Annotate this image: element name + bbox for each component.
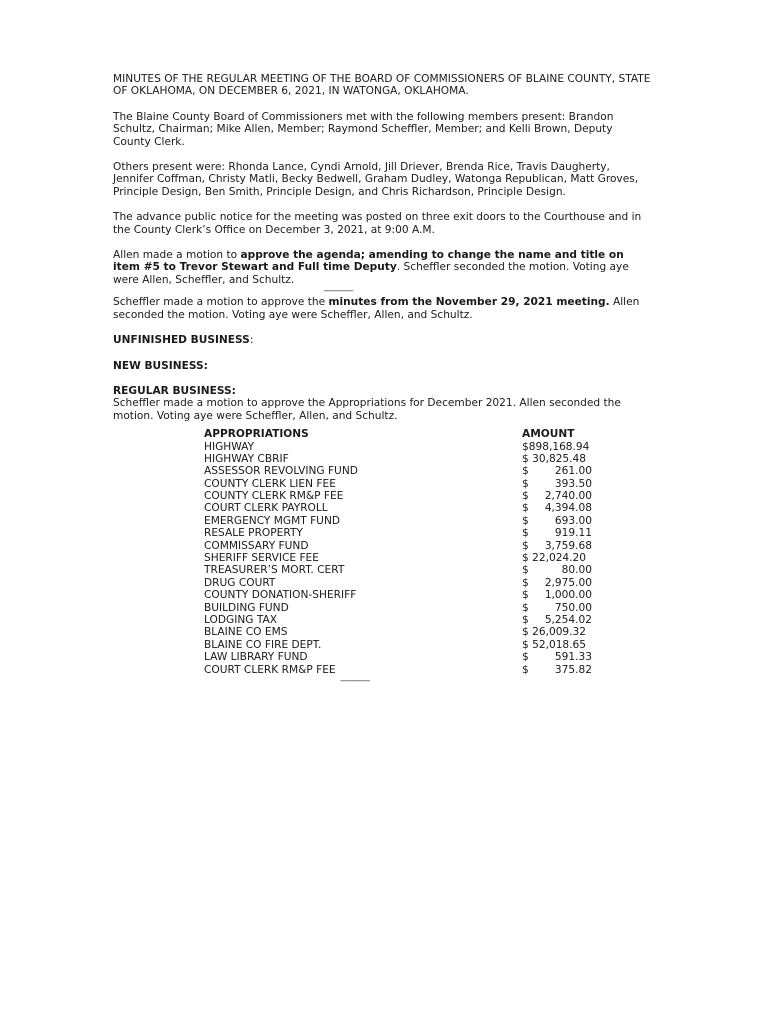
regular-business-paragraph: Scheffler made a motion to approve the Appropriations for December 2021. Allen seconded the motion. Voting aye were Scheffler, Allen, and Schultz.: [113, 397, 621, 422]
table-row: [204, 626, 592, 638]
fund-amount: [522, 552, 592, 564]
table-row: [204, 564, 592, 576]
agenda-motion-pre: Allen made a motion to: [113, 249, 241, 262]
dollar-sign: $: [522, 601, 529, 614]
unfinished-business-colon: :: [249, 334, 254, 347]
fund-name: COURT CLERK RM&P FEE: [204, 663, 336, 676]
table-row: [204, 589, 592, 601]
unfinished-business-label: UNFINISHED BUSINESS: [113, 334, 250, 347]
fund-amount: [522, 453, 592, 465]
table-row: [204, 602, 592, 614]
fund-name: COURT CLERK PAYROLL: [204, 502, 328, 515]
dollar-sign: $: [522, 514, 529, 527]
fund-amount: [522, 502, 592, 514]
fund-amount: [522, 664, 592, 676]
fund-amount: [522, 651, 592, 663]
amount-value: 5,254.02: [544, 613, 592, 626]
amount-value: 4,394.08: [544, 502, 592, 515]
fund-name: SHERIFF SERVICE FEE: [204, 552, 319, 565]
table-row: [204, 552, 592, 564]
dollar-sign: $: [522, 651, 529, 664]
fund-name: ASSESSOR REVOLVING FUND: [204, 465, 358, 478]
table-row: [204, 441, 592, 453]
amount-value: 919.11: [554, 527, 592, 540]
table-row: [204, 502, 592, 514]
agenda-motion-post: . Scheffler seconded the motion. Voting aye were Allen, Scheffler, and Schultz.: [113, 261, 629, 286]
fund-amount: [522, 478, 592, 490]
fund-name: BUILDING FUND: [204, 601, 289, 614]
amount-column-header: AMOUNT: [522, 428, 575, 441]
fund-amount: [522, 515, 592, 527]
fund-amount: [522, 564, 592, 576]
minutes-document: [113, 73, 653, 686]
fund-amount: [522, 602, 592, 614]
minutes-motion: [113, 296, 653, 321]
fund-name: HIGHWAY CBRIF: [204, 452, 289, 465]
fund-name: BLAINE CO EMS: [204, 626, 288, 639]
minutes-motion-post: Allen seconded the motion. Voting aye were Scheffler, Allen, and Schultz.: [113, 296, 640, 321]
appropriations-column-header: APPROPRIATIONS: [204, 428, 309, 441]
members-paragraph: The Blaine County Board of Commissioners met with the following members present: Brandon Schultz, Chairman; Mike Allen, Member; Raymond Scheffler, Member; and Kelli Brown, Deputy County Clerk.: [113, 110, 614, 148]
dollar-sign: $: [522, 502, 529, 515]
amount-value: $898,168.94: [522, 440, 590, 453]
fund-name: TREASURER’S MORT. CERT: [204, 564, 345, 577]
fund-amount: [522, 527, 592, 539]
dollar-sign: $: [522, 613, 529, 626]
fund-name: LODGING TAX: [204, 613, 278, 626]
fund-name: COMMISSARY FUND: [204, 539, 309, 552]
table-row: [204, 577, 592, 589]
regular-business-heading: REGULAR BUSINESS:: [113, 384, 236, 397]
fund-amount: [522, 589, 592, 601]
dollar-sign: $: [522, 576, 529, 589]
new-business-heading: NEW BUSINESS:: [113, 359, 208, 372]
table-row: [204, 540, 592, 552]
fund-name: EMERGENCY MGMT FUND: [204, 514, 341, 527]
dollar-sign: $: [522, 527, 529, 540]
table-row: [204, 490, 592, 502]
fund-name: BLAINE CO FIRE DEPT.: [204, 638, 322, 651]
fund-amount: [522, 540, 592, 552]
table-row: [204, 515, 592, 527]
dollar-sign: $: [522, 589, 529, 602]
dollar-sign: $: [522, 564, 529, 577]
table-row: [204, 453, 592, 465]
end-separator: -------------: [340, 675, 370, 686]
appropriations-header-row: [204, 428, 592, 440]
notice-paragraph: The advance public notice for the meeting was posted on three exit doors to the Courthouse and in the County Clerk’s Office on December 3, 2021, at 9:00 A.M.: [113, 211, 642, 236]
others-present-paragraph: Others present were: Rhonda Lance, Cyndi Arnold, Jill Driever, Brenda Rice, Travis Daugherty, Jennifer Coffman, Christy Matli, Becky Bedwell, Graham Dudley, Watonga Republican, Matt Groves, Principle Design, Ben Smith, Principle Design, and Chris Richardson, Principle Design.: [113, 161, 639, 198]
table-row: [204, 651, 592, 663]
fund-name: HIGHWAY: [204, 440, 255, 453]
fund-name: RESALE PROPERTY: [204, 527, 303, 540]
amount-value: $ 52,018.65: [522, 638, 587, 651]
amount-value: 750.00: [554, 601, 592, 614]
appropriations-table: [204, 428, 592, 676]
amount-value: 261.00: [554, 465, 592, 478]
amount-value: 2,975.00: [544, 576, 592, 589]
amount-value: 80.00: [561, 564, 592, 577]
document-title: MINUTES OF THE REGULAR MEETING OF THE BOARD OF COMMISSIONERS OF BLAINE COUNTY, STATE OF OKLAHOMA, ON DECEMBER 6, 2021, IN WATONGA, OKLAHOMA.: [113, 73, 651, 98]
table-row: [204, 478, 592, 490]
amount-value: $ 22,024.20: [522, 552, 587, 565]
amount-value: $ 26,009.32: [522, 626, 587, 639]
motion-separator: -------------: [323, 286, 353, 297]
dollar-sign: $: [522, 663, 529, 676]
fund-amount: [522, 614, 592, 626]
minutes-motion-pre: Scheffler made a motion to approve the: [113, 296, 329, 309]
amount-value: 693.00: [554, 514, 592, 527]
table-row: [204, 639, 592, 651]
amount-value: 393.50: [554, 477, 592, 490]
table-row: [204, 465, 592, 477]
amount-value: 2,740.00: [544, 490, 592, 503]
table-row: [204, 614, 592, 626]
fund-amount: [522, 577, 592, 589]
table-row: [204, 527, 592, 539]
fund-amount: [522, 626, 592, 638]
fund-name: LAW LIBRARY FUND: [204, 651, 308, 664]
fund-amount: [522, 465, 592, 477]
fund-amount: [522, 490, 592, 502]
agenda-motion: [113, 249, 653, 286]
amount-value: $ 30,825.48: [522, 452, 587, 465]
unfinished-business-heading: [113, 334, 653, 346]
amount-value: 375.82: [554, 663, 592, 676]
fund-name: COUNTY CLERK LIEN FEE: [204, 477, 336, 490]
table-row: [204, 664, 592, 676]
fund-name: DRUG COURT: [204, 576, 276, 589]
amount-value: 1,000.00: [544, 589, 592, 602]
fund-name: COUNTY CLERK RM&P FEE: [204, 490, 344, 503]
amount-value: 591.33: [554, 651, 592, 664]
dollar-sign: $: [522, 465, 529, 478]
fund-amount: [522, 639, 592, 651]
agenda-motion-bold: approve the agenda; amending to change the name and title on item #5 to Trevor Stewart and Full time Deputy: [113, 249, 624, 274]
dollar-sign: $: [522, 490, 529, 503]
dollar-sign: $: [522, 539, 529, 552]
dollar-sign: $: [522, 477, 529, 490]
fund-amount: [522, 441, 592, 453]
fund-name: COUNTY DONATION-SHERIFF: [204, 589, 357, 602]
amount-value: 3,759.68: [544, 539, 592, 552]
minutes-motion-bold: minutes from the November 29, 2021 meeting.: [328, 296, 610, 309]
